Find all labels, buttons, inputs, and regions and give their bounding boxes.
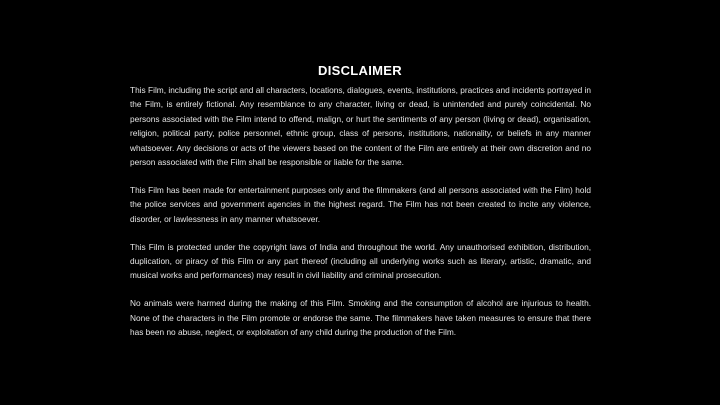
disclaimer-paragraph-fiction: This Film, including the script and all characters, locations, dialogues, events, institutions, practices and incidents portrayed in the Film, is entirely fictional. Any resemblance to any character, living or dead, is unintended and purely coincidental. No persons associated with the Film intend to offend, malign, or hurt the sentiments of any person (living or dead), organisation, religion, political party, police personnel, ethnic group, class of persons, institutions, nationality, or beliefs in any manner whatsoever. Any decisions or acts of the viewers based on the content of the Film are entirely at their own discretion and no person associated with the Film shall be responsible or liable for the same. [130, 85, 591, 168]
disclaimer-paragraph-animals-health: No animals were harmed during the making of this Film. Smoking and the consumption of alcohol are injurious to health. None of the characters in the Film promote or endorse the same. The filmmakers have taken measures to ensure that there has been no abuse, neglect, or exploitation of any child during the production of the Film. [130, 298, 591, 338]
disclaimer-body [130, 83, 591, 353]
disclaimer-paragraph-copyright: This Film is protected under the copyright laws of India and throughout the world. Any unauthorised exhibition, distribution, duplication, or piracy of this Film or any part thereof (including all underlying works such as literary, artistic, dramatic, and musical works and performances) may result in civil liability and criminal prosecution. [130, 241, 591, 281]
disclaimer-title: DISCLAIMER [318, 63, 402, 78]
disclaimer-paragraph-entertainment: This Film has been made for entertainment purposes only and the filmmakers (and all persons associated with the Film) hold the police services and government agencies in the highest regard. The Film has not been created to incite any violence, disorder, or lawlessness in any manner whatsoever. [130, 184, 591, 224]
